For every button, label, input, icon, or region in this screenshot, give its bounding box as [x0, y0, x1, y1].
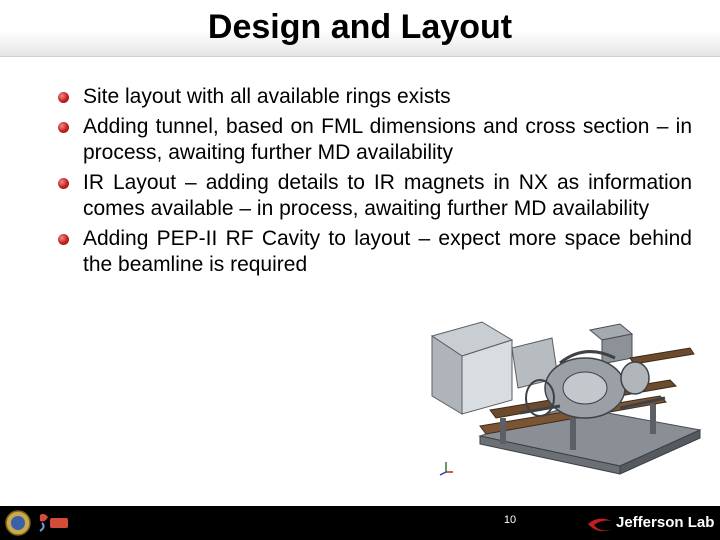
- rf-cavity-cad-image: [420, 318, 710, 478]
- bullet-list: [58, 84, 692, 282]
- bullet-dot-icon: [58, 122, 69, 133]
- bullet-item: [58, 114, 692, 166]
- bullet-text: IR Layout – adding details to IR magnets in NX as information comes available – in process, awaiting further MD availability: [83, 171, 692, 220]
- jsa-logo: [40, 514, 68, 531]
- bullet-dot-icon: [58, 178, 69, 189]
- footer-bar: [0, 506, 720, 540]
- jefferson-lab-wordmark: Jefferson Lab: [616, 514, 715, 531]
- bullet-item: [58, 170, 692, 222]
- bullet-text: Site layout with all available rings exists: [83, 85, 451, 108]
- bullet-text: Adding PEP-II RF Cavity to layout – expect more space behind the beamline is required: [83, 227, 692, 276]
- bullet-text: Adding tunnel, based on FML dimensions and cross section – in process, awaiting further MD availability: [83, 115, 692, 164]
- page-number: 10: [503, 514, 517, 526]
- doe-jsa-logos: [4, 509, 74, 537]
- slide-title: Design and Layout: [207, 8, 513, 46]
- axis-triad-icon: [438, 460, 454, 476]
- bullet-item: [58, 84, 692, 110]
- bullet-dot-icon: [58, 234, 69, 245]
- bullet-item: [58, 226, 692, 278]
- title-bar: [0, 0, 720, 57]
- bullet-dot-icon: [58, 92, 69, 103]
